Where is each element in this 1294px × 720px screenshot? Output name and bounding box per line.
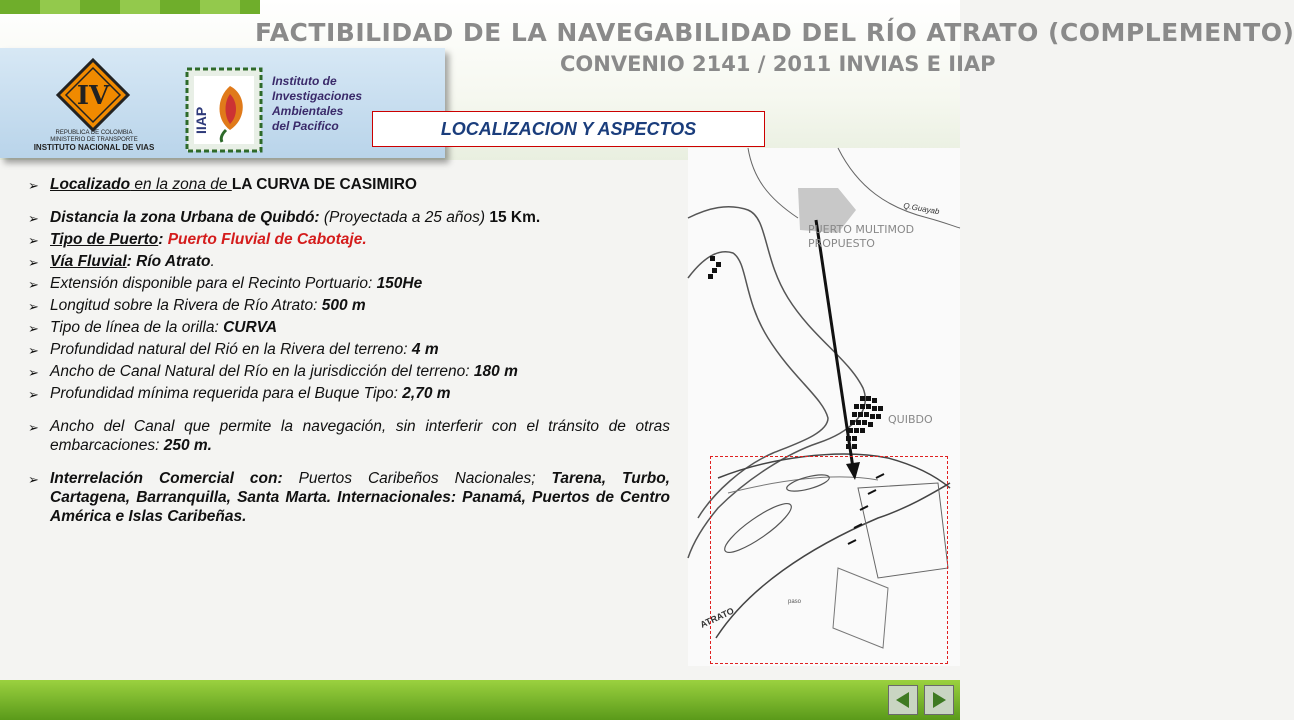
port-label-line1: PUERTO MULTIMOD xyxy=(808,223,915,236)
invias-logo-icon xyxy=(56,58,130,132)
small-map-label: paso xyxy=(788,599,802,605)
presentation-subtitle: CONVENIO 2141 / 2011 INVIAS E IIAP xyxy=(560,52,996,76)
detail-highlight-box xyxy=(710,456,948,664)
bullet-arrow-icon: ➢ xyxy=(28,387,39,402)
bullet-arrow-icon: ➢ xyxy=(28,420,39,435)
list-item: ➢ Tipo de Puerto: Puerto Fluvial de Cabotaje. xyxy=(28,231,367,248)
svg-text:IIAP: IIAP xyxy=(193,106,209,134)
list-item: ➢ Extensión disponible para el Recinto Portuario: 150He xyxy=(28,275,423,292)
svg-text:IV: IV xyxy=(76,81,110,111)
bullet-arrow-icon: ➢ xyxy=(28,343,39,358)
bullet-arrow-icon: ➢ xyxy=(28,255,39,270)
list-item: ➢ Profundidad mínima requerida para el Buque Tipo: 2,70 m xyxy=(28,385,451,402)
invias-caption: REPUBLICA DE COLOMBIA MINISTERIO DE TRANSPORTE INSTITUTO NACIONAL DE VIAS xyxy=(33,130,155,152)
header-accent-stripes xyxy=(0,0,260,14)
list-item: ➢ Longitud sobre la Rivera de Río Atrato: 500 m xyxy=(28,297,366,314)
bullet-arrow-icon: ➢ xyxy=(28,299,39,314)
bullet-arrow-icon: ➢ xyxy=(28,178,39,193)
bullet-arrow-icon: ➢ xyxy=(28,233,39,248)
list-item: ➢ Distancia la zona Urbana de Quibdó: (Proyectada a 25 años) 15 Km. xyxy=(28,209,541,226)
list-item: ➢ Profundidad natural del Rió en la Rivera del terreno: 4 m xyxy=(28,341,439,358)
port-label-line2: PROPUESTO xyxy=(808,237,875,250)
previous-slide-button[interactable] xyxy=(888,685,918,715)
bullet-arrow-icon: ➢ xyxy=(28,472,39,487)
iiap-logo-icon xyxy=(186,68,262,152)
bullet-arrow-icon: ➢ xyxy=(28,321,39,336)
aspects-list xyxy=(24,175,670,529)
arrow-left-icon xyxy=(893,690,913,710)
list-item: ➢ Ancho del Canal que permite la navegación, sin interferir con el tránsito de otras embarcaciones: 250 m. xyxy=(28,418,670,454)
iiap-caption: Instituto de Investigaciones Ambientales del Pacifico xyxy=(272,74,363,133)
city-label: QUIBDO xyxy=(888,413,933,426)
next-slide-button[interactable] xyxy=(924,685,954,715)
presentation-title: FACTIBILIDAD DE LA NAVEGABILIDAD DEL RÍO ATRATO (COMPLEMENTO) xyxy=(255,18,1294,47)
list-item: ➢ Vía Fluvial: Río Atrato. xyxy=(28,253,215,270)
footer-bar xyxy=(0,680,960,720)
list-item: ➢ Ancho de Canal Natural del Río en la jurisdicción del terreno: 180 m xyxy=(28,363,518,380)
bullet-arrow-icon: ➢ xyxy=(28,277,39,292)
arrow-right-icon xyxy=(929,690,949,710)
bullet-arrow-icon: ➢ xyxy=(28,211,39,226)
section-title: LOCALIZACION Y ASPECTOS xyxy=(372,111,765,147)
list-item: ➢ Interrelación Comercial con: Puertos Caribeños Nacionales; Tarena, Turbo, Cartagena, Barranquilla, Santa Marta. Internacionales: Panamá, Puertos de Centro América e Islas Caribeñas. xyxy=(28,470,670,525)
river-label: ATRATO xyxy=(698,605,736,630)
list-item: ➢ Localizado en la zona de LA CURVA DE CASIMIRO xyxy=(28,176,417,193)
stream-label: Q.Guayab xyxy=(902,201,941,217)
list-item: ➢ Tipo de línea de la orilla: CURVA xyxy=(28,319,278,336)
bullet-arrow-icon: ➢ xyxy=(28,365,39,380)
